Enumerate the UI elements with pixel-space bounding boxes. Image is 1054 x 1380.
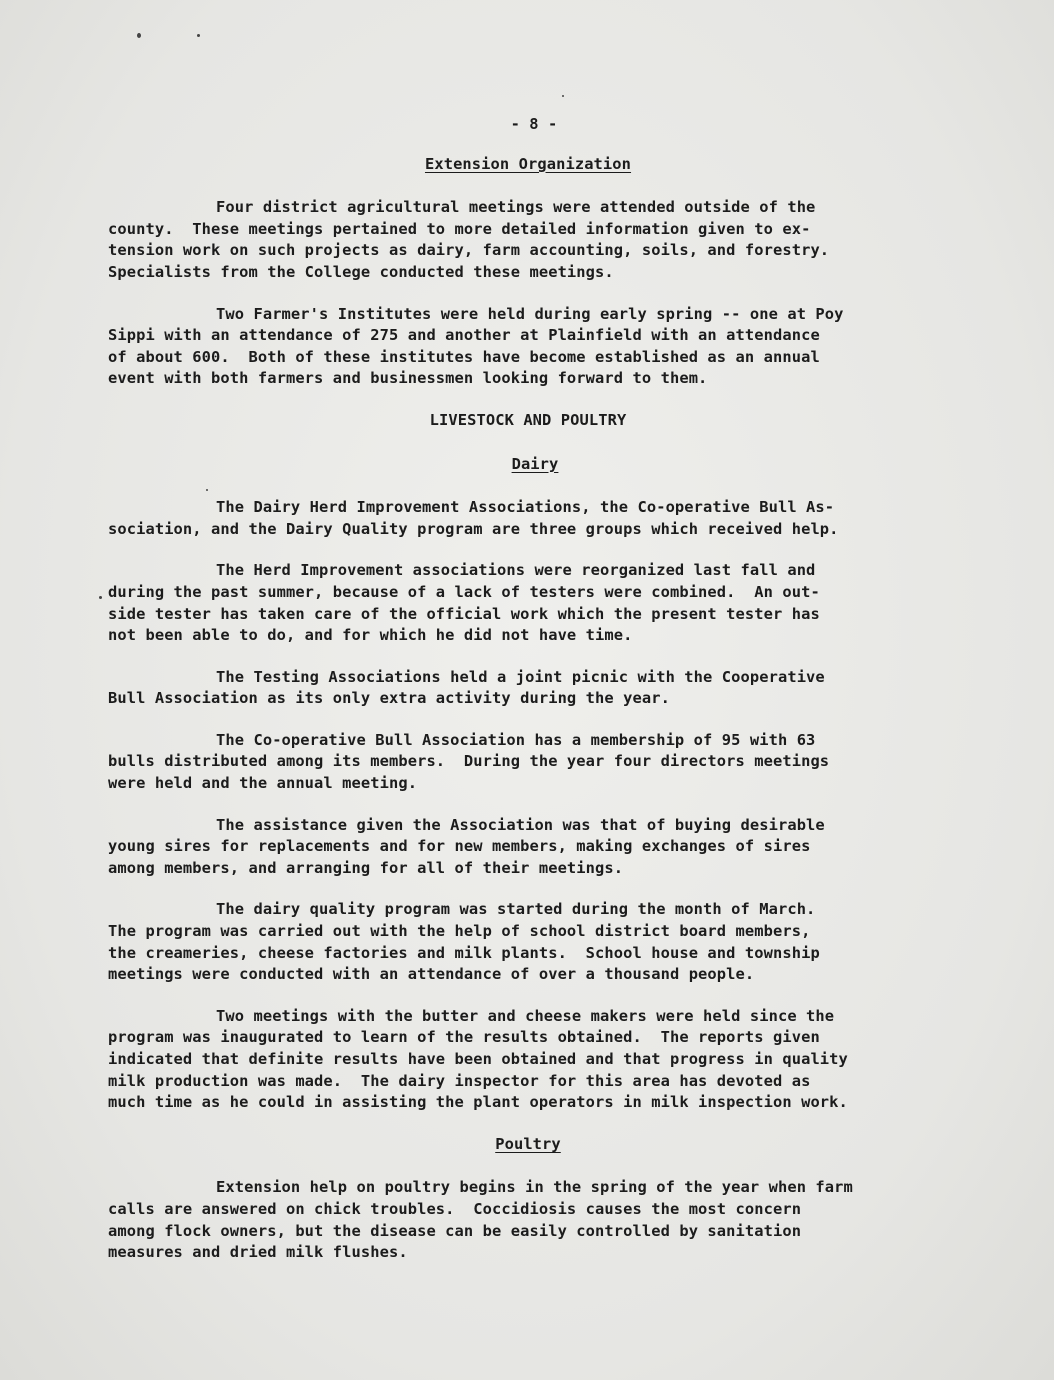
scan-speck [562,95,564,97]
paragraph: The Dairy Herd Improvement Associations, the Co-operative Bull As- sociation, and the Dairy Quality program are three groups which received help. [108,498,839,538]
extension-organization-heading: Extension Organization [424,154,632,173]
scan-speck [137,33,141,38]
dairy-heading: Dairy [511,454,559,473]
paragraph: The Co-operative Bull Association has a membership of 95 with 63 bulls distributed among its members. During the year four directors meetings were held and the annual meeting. [108,730,830,793]
paragraph: Two meetings with the butter and cheese makers were held since the program was inaugurated to learn of the results obtained. The reports given indicated that definite results have been obtained and that progress in quality milk production was made. The dairy inspector for this area has devoted as much time as he could in assisting the plant operators in milk inspection work. [108,1006,848,1112]
paragraph: The assistance given the Association was that of buying desirable young sires for replacements and for new members, making exchanges of sires among members, and arranging for all of their meetings. [108,815,825,877]
paragraph: Two Farmer's Institutes were held during early spring -- one at Poy Sippi with an attendance of 275 and another at Plainfield with an attendance of about 600. Both of these institutes have become established as an annual event with both farmers and businessmen looking forward to them. [108,304,844,388]
livestock-poultry-heading: LIVESTOCK AND POULTRY [429,410,627,429]
poultry-heading: Poultry [495,1134,561,1153]
paragraph: The dairy quality program was started during the month of March. The program was carried out with the help of school district board members, the creameries, cheese factories and milk plants. School house and township meetings were conducted with an attendance of over a thousand people. [108,900,820,984]
paragraph: The Testing Associations held a joint picnic with the Cooperative Bull Association as its only extra activity during the year. [108,667,825,708]
paragraph: The Herd Improvement associations were reorganized last fall and during the past summer, because of a lack of testers were combined. An out- side tester has taken care of the official work which the present tester has not been able to do, and for which he did not have time. [108,561,820,645]
scan-speck [99,596,102,599]
page-content [108,114,948,1284]
paragraph: Extension help on poultry begins in the spring of the year when farm calls are answered on chick troubles. Coccidiosis causes the most concern among flock owners, but the disease can be easily controlled by sanitation measures and dried milk flushes. [108,1178,853,1262]
paragraph: Four district agricultural meetings were attended outside of the county. These meetings pertained to more detailed information given to ex- tension work on such projects as dairy, farm accounting, soils, and forestry. Specialists from the College conducted these meetings. [108,198,830,281]
page-number: - 8 - [510,115,558,133]
scan-speck [197,34,200,37]
